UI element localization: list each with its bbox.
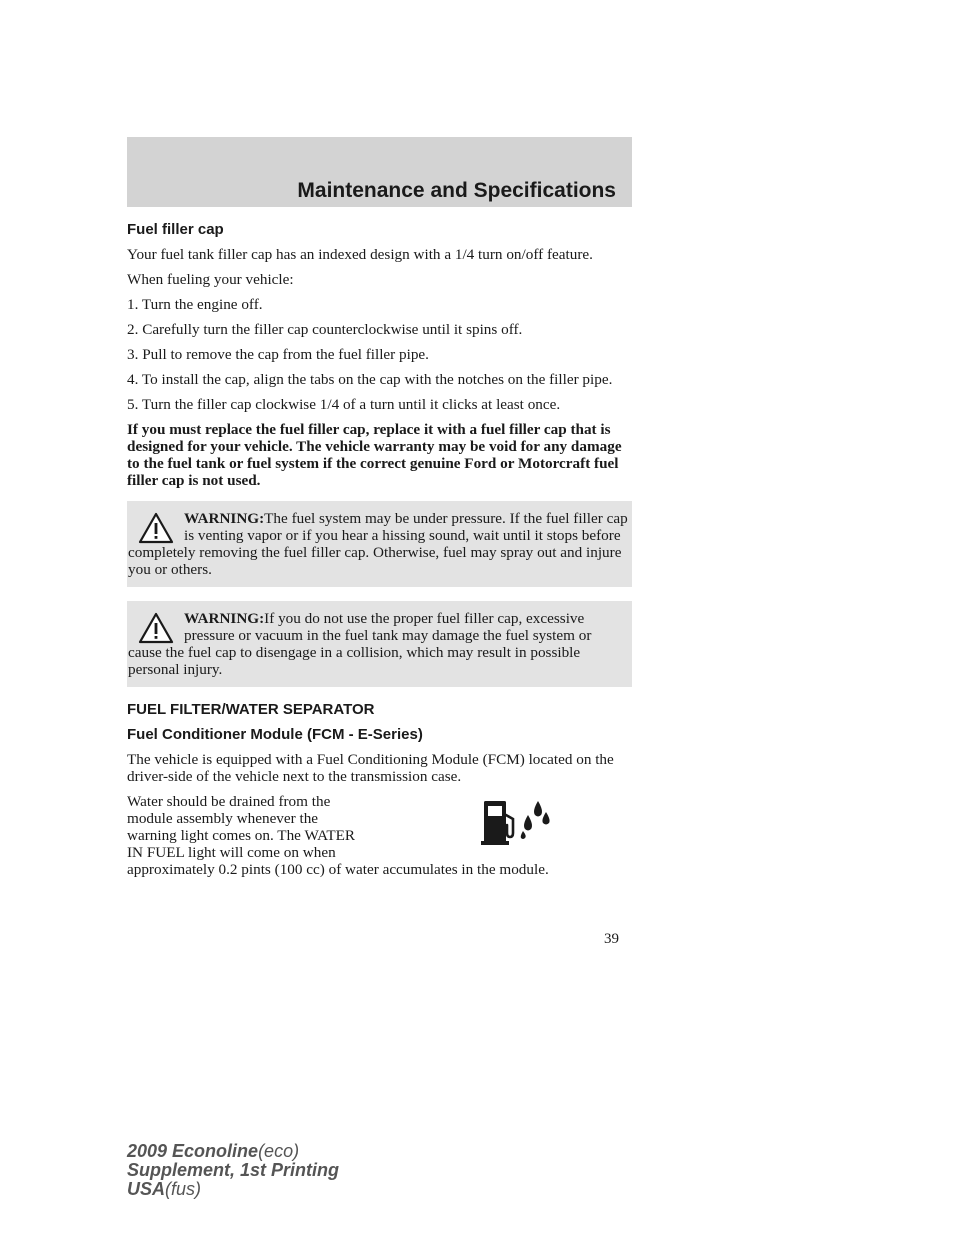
page-content <box>127 221 632 878</box>
water-drain-line-5: approximately 0.2 pints (100 cc) of water accumulates in the module. <box>127 861 549 878</box>
water-drain-line-1: Water should be drained from the <box>127 793 331 810</box>
fuel-filler-cap-heading: Fuel filler cap <box>127 221 224 238</box>
step-4: 4. To install the cap, align the tabs on the cap with the notches on the filler pipe. <box>127 371 613 388</box>
section-title: Maintenance and Specifications <box>297 179 616 202</box>
warning-label: WARNING: <box>184 510 265 527</box>
fcm-subheading: Fuel Conditioner Module (FCM - E-Series) <box>127 726 423 743</box>
warning-text: The fuel system may be under pressure. If the fuel filler cap is venting vapor or if you hear a hissing sound, wait until it stops before completely removing the fuel filler cap. Otherwise, fuel may spray out and injure you or others. <box>128 510 628 578</box>
footer-model: 2009 Econoline <box>127 1141 259 1161</box>
step-1: 1. Turn the engine off. <box>127 296 263 313</box>
header-band <box>127 137 632 207</box>
warning-triangle-icon <box>138 512 174 544</box>
print-footer <box>127 1142 339 1199</box>
warning-label: WARNING: <box>184 610 265 627</box>
water-drain-line-4: IN FUEL light will come on when <box>127 844 336 861</box>
footer-market-code: (fus) <box>165 1179 202 1199</box>
fuel-filter-heading: FUEL FILTER/WATER SEPARATOR <box>127 701 375 718</box>
warning-box-filler-cap <box>127 601 632 687</box>
water-in-fuel-icon <box>480 795 556 847</box>
page-number: 39 <box>604 931 619 947</box>
lead-paragraph: When fueling your vehicle: <box>127 271 294 288</box>
step-5: 5. Turn the filler cap clockwise 1/4 of a turn until it clicks at least once. <box>127 396 561 413</box>
footer-market: USA <box>127 1179 166 1199</box>
footer-model-code: (eco) <box>258 1141 300 1161</box>
water-drain-paragraph <box>127 793 632 878</box>
replacement-note: If you must replace the fuel filler cap, replace it with a fuel filler cap that is designed for your vehicle. The vehicle warranty may be void for any damage to the fuel tank or fuel system if the correct genuine Ford or Motorcraft fuel filler cap is not used. <box>127 421 622 489</box>
warning-text: If you do not use the proper fuel filler cap, excessive pressure or vacuum in the fuel tank may damage the fuel system or cause the fuel cap to disengage in a collision, which may result in possible personal injury. <box>128 610 592 678</box>
warning-box-pressure <box>127 501 632 587</box>
step-3: 3. Pull to remove the cap from the fuel filler pipe. <box>127 346 429 363</box>
fcm-paragraph: The vehicle is equipped with a Fuel Conditioning Module (FCM) located on the driver-side of the vehicle next to the transmission case. <box>127 751 614 785</box>
water-drain-line-3: warning light comes on. The WATER <box>127 827 356 844</box>
warning-triangle-icon <box>138 612 174 644</box>
water-drain-line-2: module assembly whenever the <box>127 810 319 827</box>
step-2: 2. Carefully turn the filler cap counterclockwise until it spins off. <box>127 321 523 338</box>
intro-paragraph: Your fuel tank filler cap has an indexed design with a 1/4 turn on/off feature. <box>127 246 593 263</box>
footer-printing: Supplement, 1st Printing <box>127 1160 340 1180</box>
